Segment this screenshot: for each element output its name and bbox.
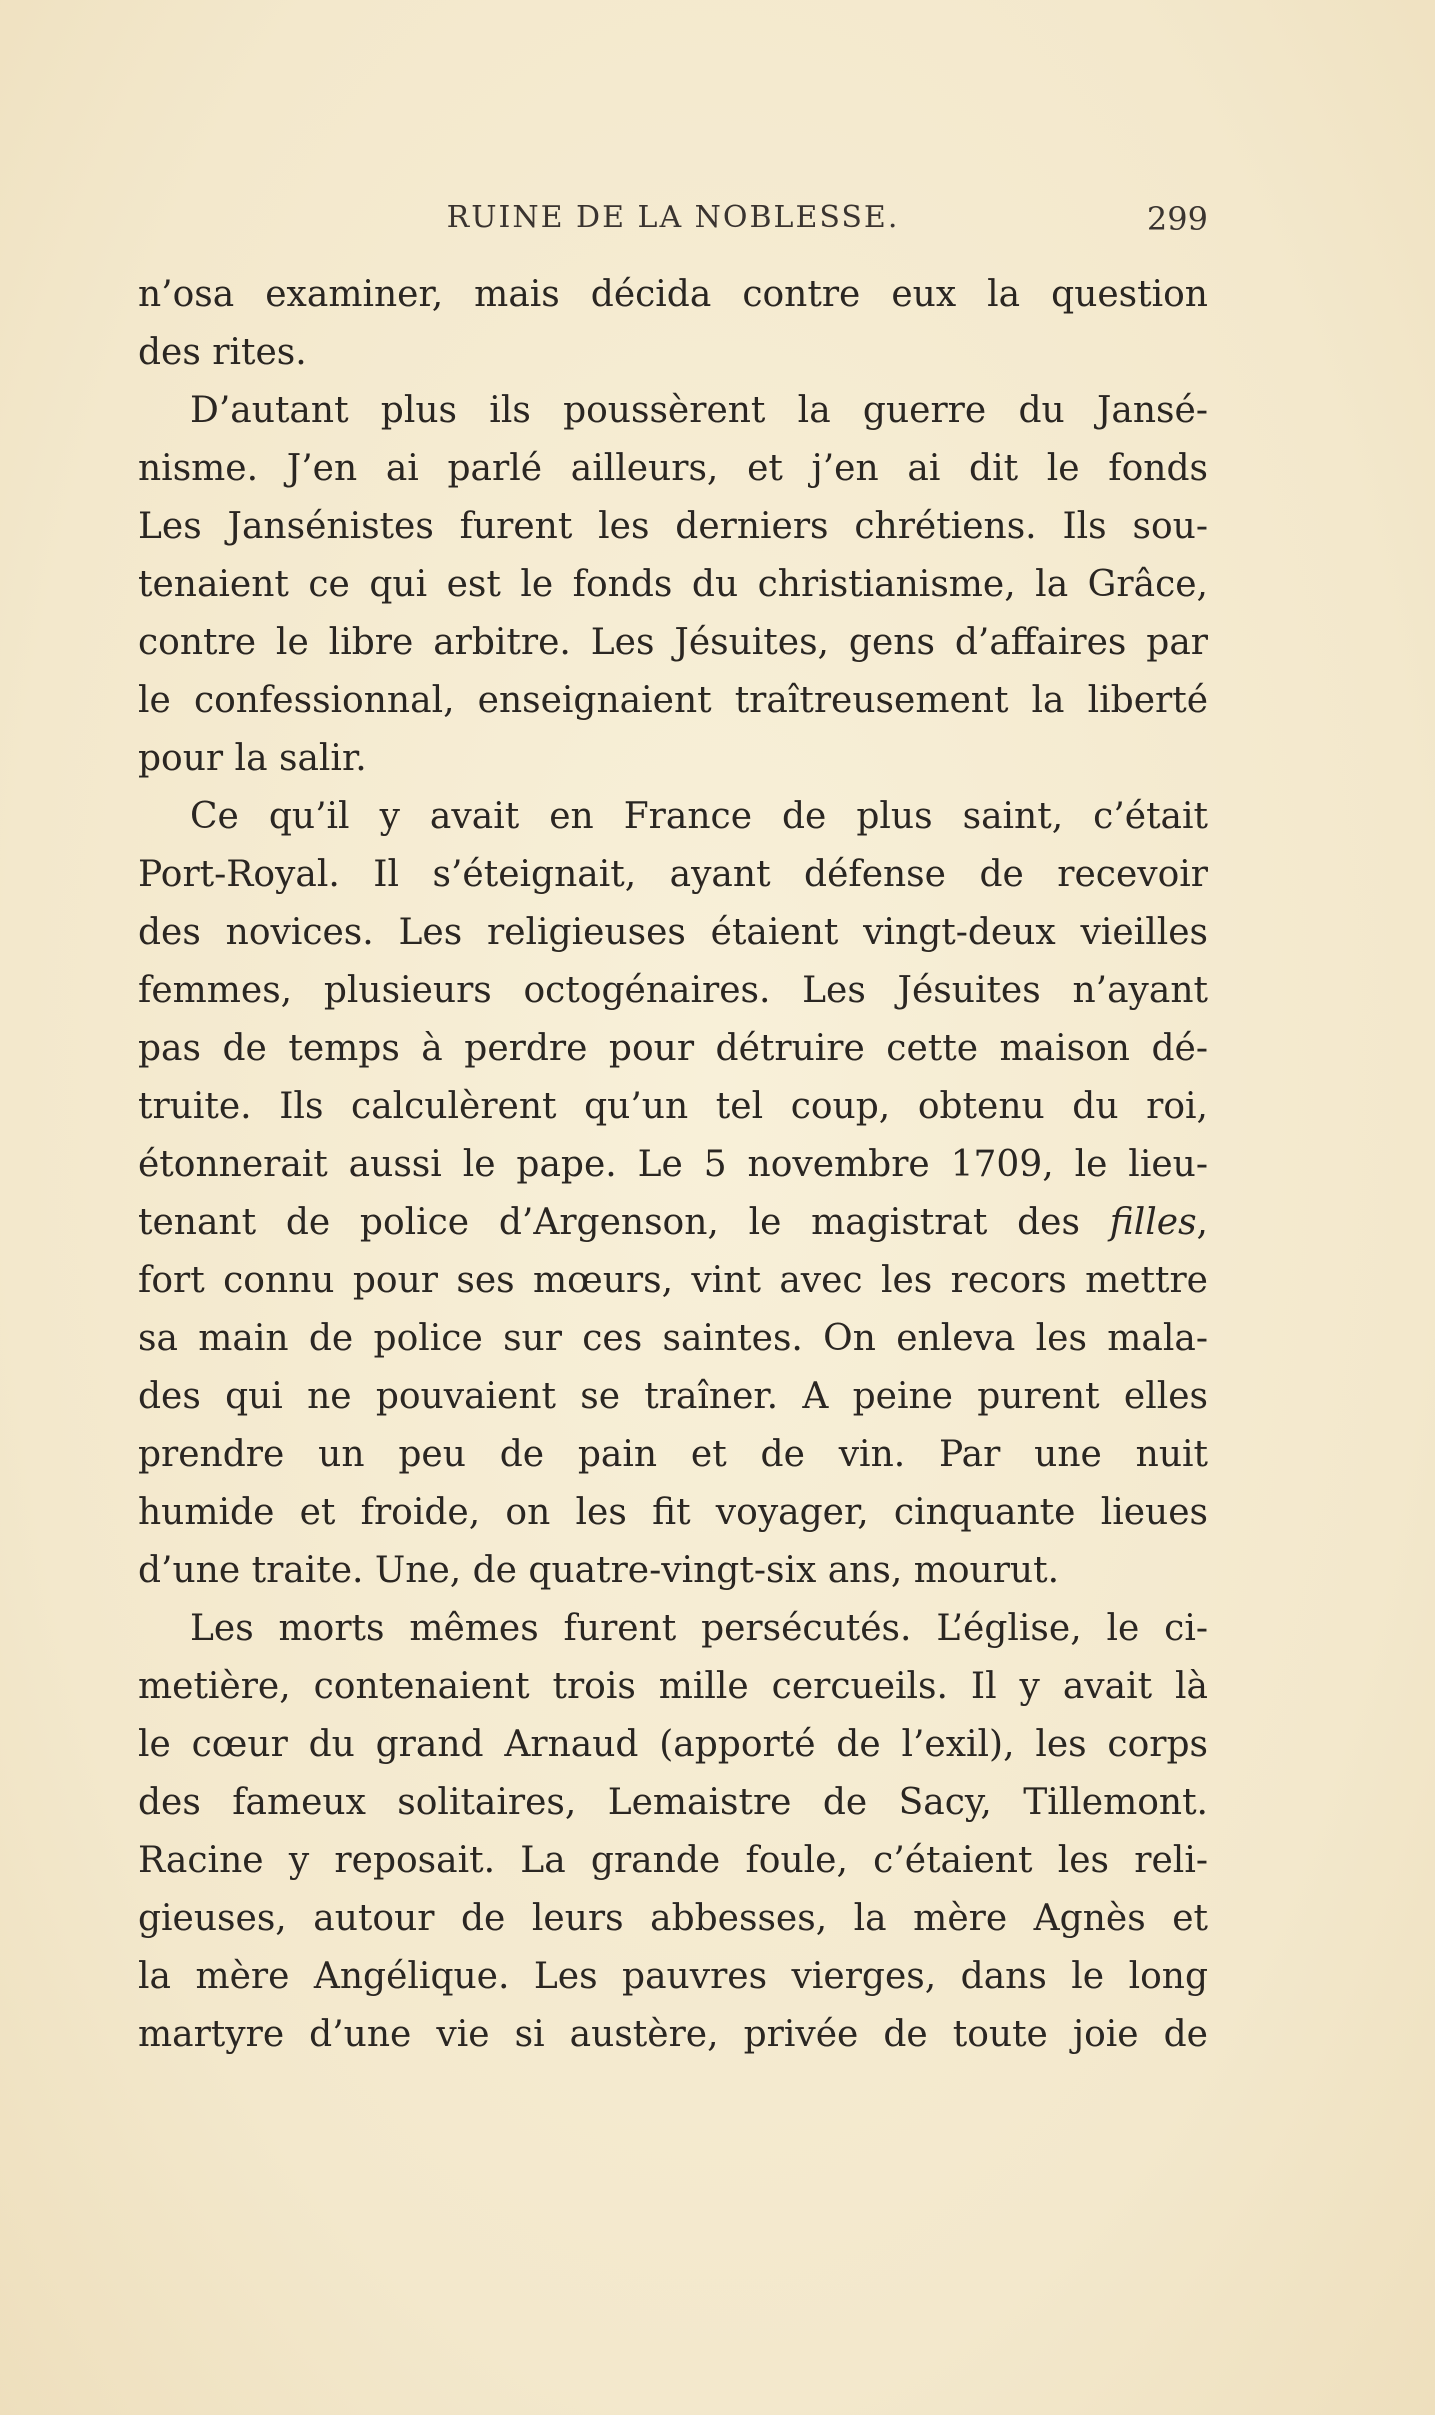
text-line: prendre un peu de pain et de vin. Par une nuit — [138, 1434, 1208, 1475]
text-line: D’autant plus ils poussèrent la guerre du Jansé- — [190, 390, 1208, 431]
paragraph — [138, 1600, 1208, 2064]
text-line: étonnerait aussi le pape. Le 5 novembre 1709, le lieu- — [138, 1144, 1208, 1185]
text-line: Les morts mêmes furent persécutés. L’église, le ci- — [190, 1608, 1208, 1649]
text-line: femmes, plusieurs octogénaires. Les Jésuites n’ayant — [138, 970, 1208, 1011]
text-line: d’une traite. Une, de quatre-vingt-six ans, mourut. — [138, 1550, 1060, 1591]
text-line: sa main de police sur ces saintes. On enleva les mala- — [138, 1318, 1208, 1359]
paragraph — [138, 788, 1208, 1600]
text-line: Racine y reposait. La grande foule, c’étaient les reli- — [138, 1840, 1208, 1881]
page-header — [138, 200, 1208, 250]
text-line: le confessionnal, enseignaient traîtreusement la liberté — [138, 680, 1208, 721]
text-line: n’osa examiner, mais décida contre eux la question — [138, 274, 1208, 315]
body-text — [138, 266, 1208, 2064]
text-line: nisme. J’en ai parlé ailleurs, et j’en ai dit le fonds — [138, 448, 1208, 489]
text-line: humide et froide, on les fit voyager, cinquante lieues — [138, 1492, 1208, 1533]
text-line: pour la salir. — [138, 738, 367, 779]
paragraph — [138, 266, 1208, 382]
text-line-with-italic: tenant de police d’Argenson, le magistrat des filles, — [138, 1202, 1208, 1243]
paragraph — [138, 382, 1208, 788]
text-line: contre le libre arbitre. Les Jésuites, gens d’affaires par — [138, 622, 1208, 663]
text-line: gieuses, autour de leurs abbesses, la mère Agnès et — [138, 1898, 1208, 1939]
text-line: le cœur du grand Arnaud (apporté de l’exil), les corps — [138, 1724, 1208, 1765]
text-line: metière, contenaient trois mille cercueils. Il y avait là — [138, 1666, 1208, 1707]
text-line: la mère Angélique. Les pauvres vierges, dans le long — [138, 1956, 1208, 1997]
text-line: fort connu pour ses mœurs, vint avec les recors mettre — [138, 1260, 1208, 1301]
text-line: Ce qu’il y avait en France de plus saint, c’était — [190, 796, 1208, 837]
italic-word: filles — [1109, 1202, 1197, 1243]
running-title: RUINE DE LA NOBLESSE. — [446, 200, 900, 235]
text-line: Port-Royal. Il s’éteignait, ayant défense de recevoir — [138, 854, 1208, 895]
text-line: des qui ne pouvaient se traîner. A peine purent elles — [138, 1376, 1208, 1417]
page-number: 299 — [1146, 200, 1208, 238]
text-line: Les Jansénistes furent les derniers chrétiens. Ils sou- — [138, 506, 1208, 547]
text-line: des fameux solitaires, Lemaistre de Sacy, Tillemont. — [138, 1782, 1208, 1823]
text-line: truite. Ils calculèrent qu’un tel coup, obtenu du roi, — [138, 1086, 1208, 1127]
text-line: des rites. — [138, 332, 307, 373]
text-line: tenaient ce qui est le fonds du christianisme, la Grâce, — [138, 564, 1208, 605]
text-line: martyre d’une vie si austère, privée de toute joie de — [138, 2014, 1208, 2055]
text-line: des novices. Les religieuses étaient vingt-deux vieilles — [138, 912, 1208, 953]
text-line: pas de temps à perdre pour détruire cette maison dé- — [138, 1028, 1208, 1069]
